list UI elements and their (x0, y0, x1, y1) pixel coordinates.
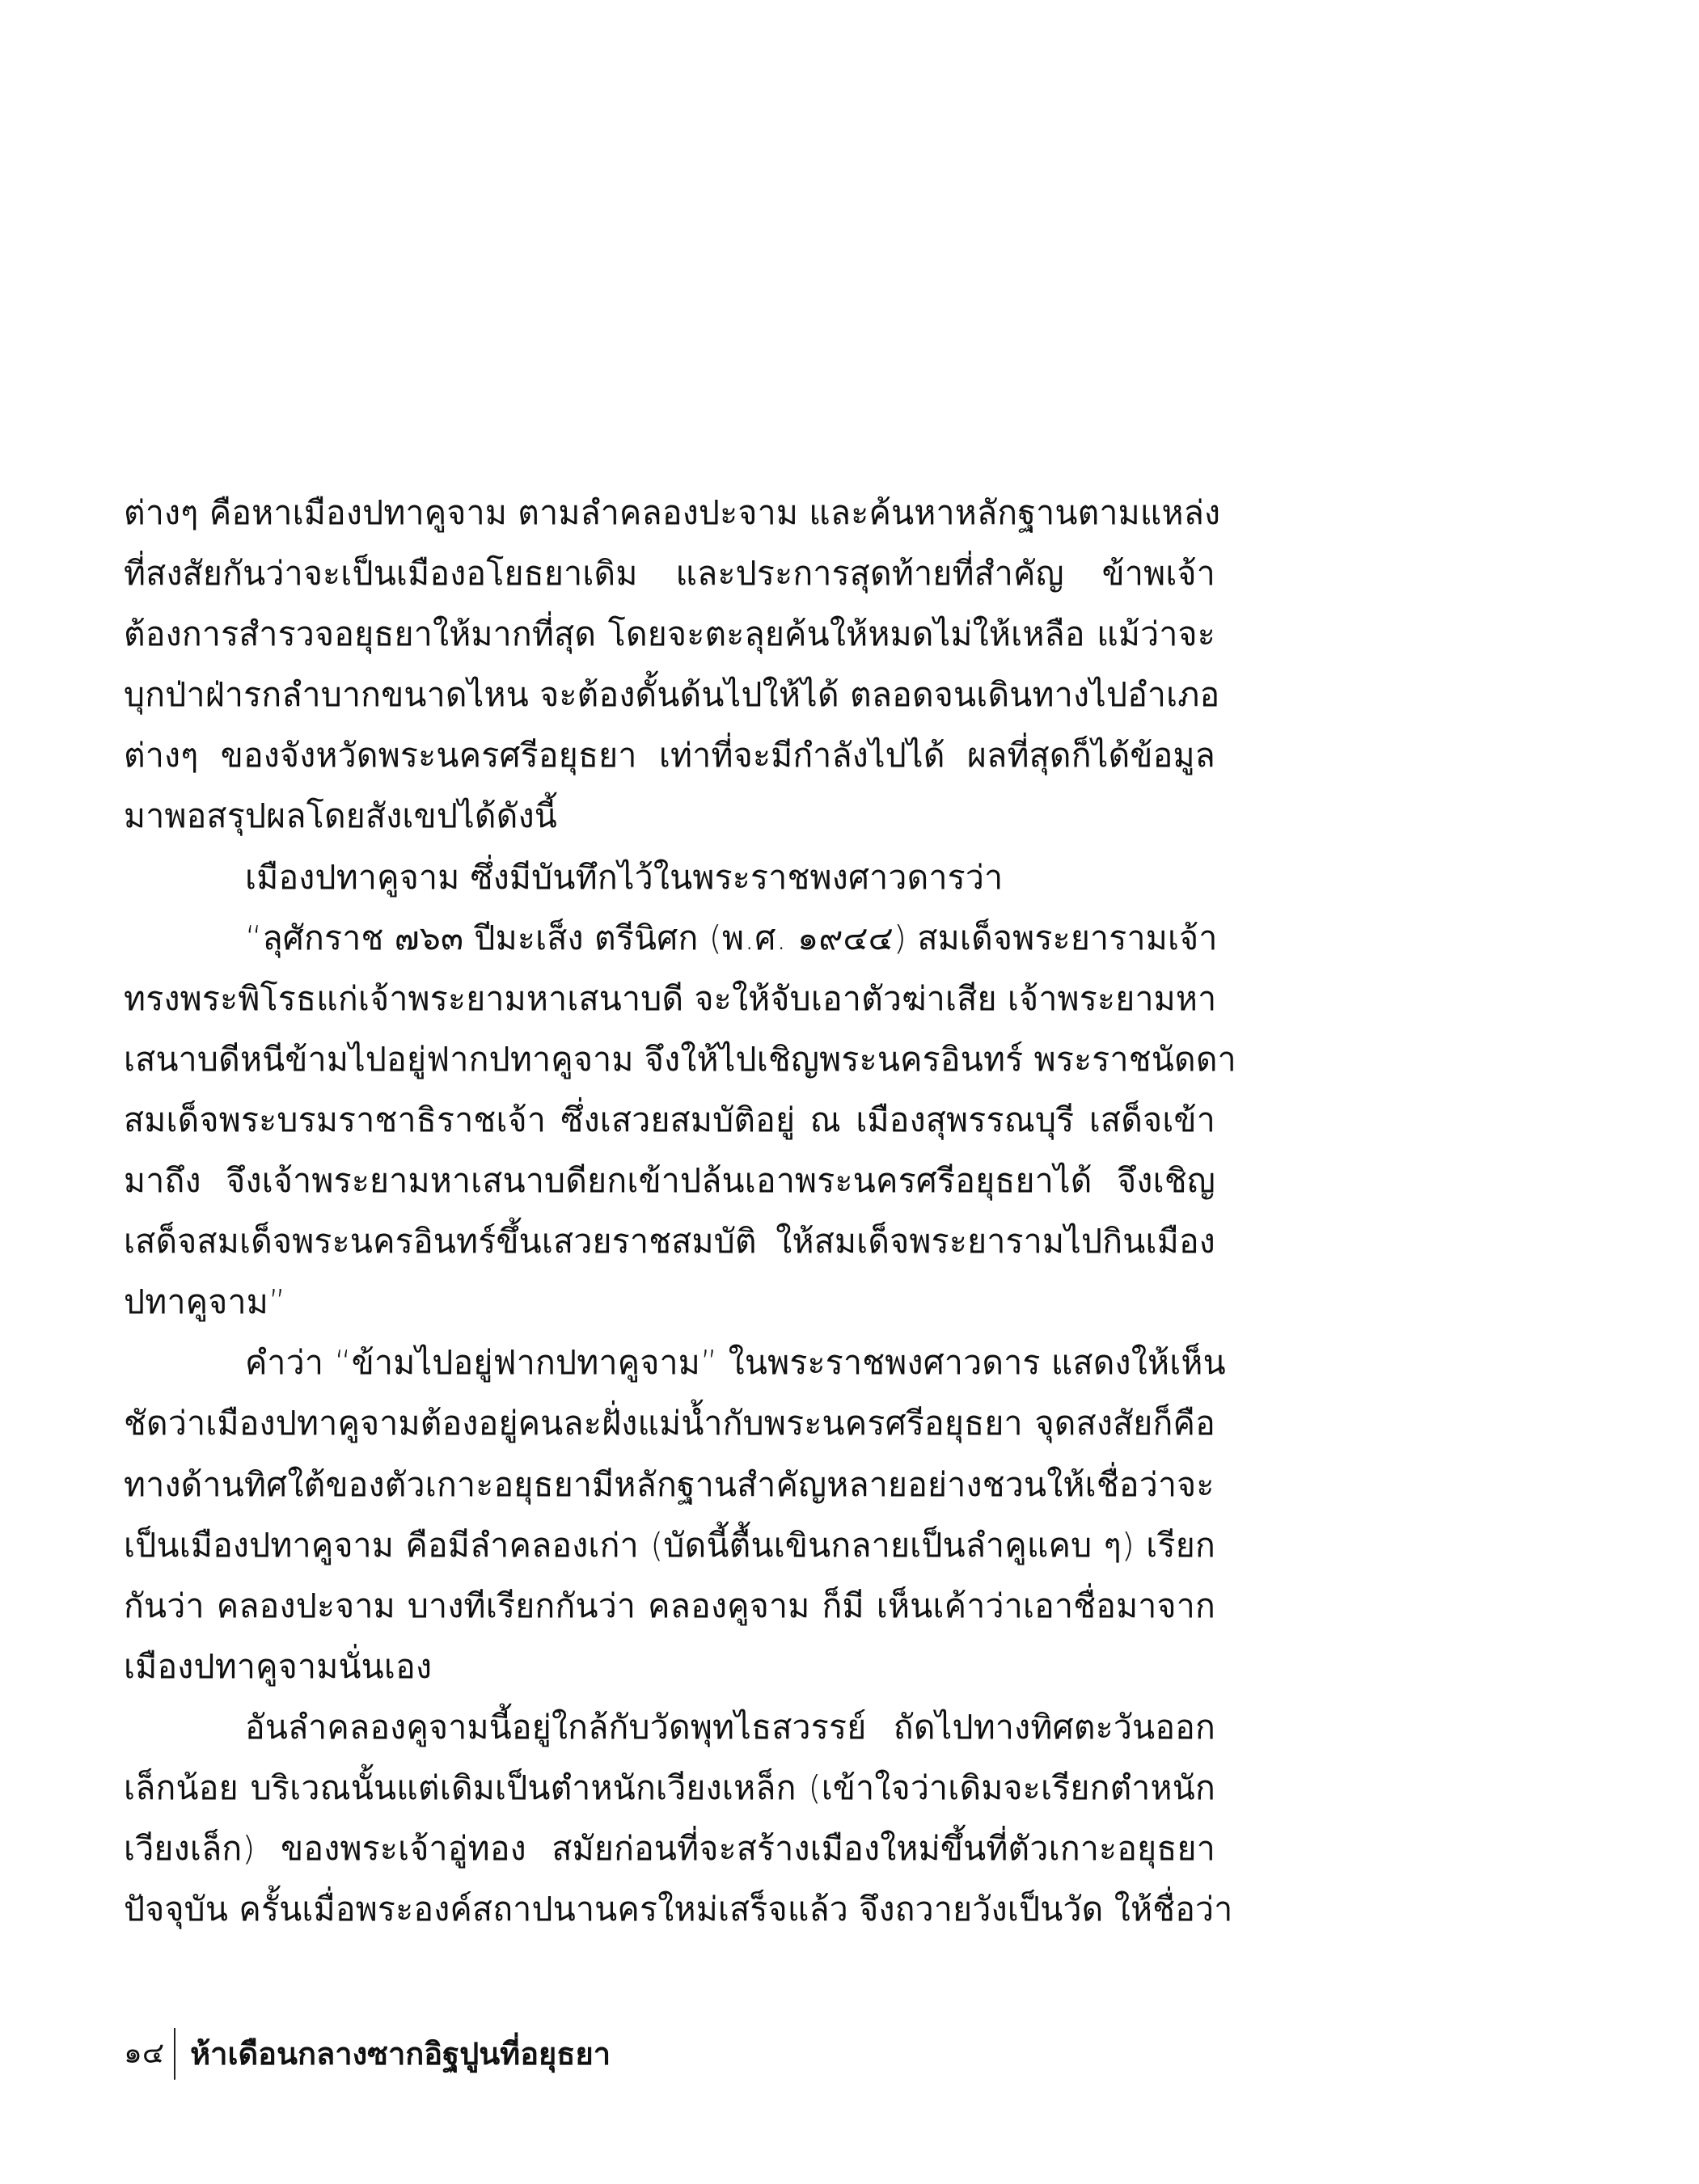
text-line: ชัดว่าเมืองปทาคูจามต้องอยู่คนละฝั่งแม่น้ำกับพระนครศรีอยุธยา จุดสงสัยก็คือ (124, 1404, 1215, 1443)
text-line: สมเด็จพระบรมราชาธิราชเจ้า ซึ่งเสวยสมบัติอยู่ ณ เมืองสุพรรณบุรี เสด็จเข้า (124, 1100, 1215, 1139)
text-line: ที่สงสัยกันว่าจะเป็นเมืองอโยธยาเดิม และประการสุดท้ายที่สำคัญ ข้าพเจ้า (124, 554, 1215, 594)
text-line: ปัจจุบัน ครั้นเมื่อพระองค์สถาปนานครใหม่เสร็จแล้ว จึงถวายวังเป็นวัด ให้ชื่อว่า (124, 1890, 1233, 1929)
text-line: ปทาคูจาม” (124, 1282, 286, 1322)
text-line: เสด็จสมเด็จพระนครอินทร์ขึ้นเสวยราชสมบัติ ให้สมเด็จพระยารามไปกินเมือง (124, 1222, 1215, 1261)
text-line: มาพอสรุปผลโดยสังเขปได้ดังนี้ (124, 796, 558, 836)
text-line: ทางด้านทิศใต้ของตัวเกาะอยุธยามีหลักฐานสำคัญหลายอย่างชวนให้เชื่อว่าจะ (124, 1464, 1215, 1504)
page-number: ๑๔ (124, 2037, 165, 2070)
text-line: เสนาบดีหนีข้ามไปอยู่ฟากปทาคูจาม จึงให้ไปเชิญพระนครอินทร์ พระราชนัดดา (124, 1039, 1236, 1079)
page-footer (124, 2030, 611, 2078)
text-line: ต้องการสำรวจอยุธยาให้มากที่สุด โดยจะตะลุยค้นให้หมดไม่ให้เหลือ แม้ว่าจะ (124, 615, 1215, 654)
text-line: ต่างๆ ของจังหวัดพระนครศรีอยุธยา เท่าที่จะมีกำลังไปได้ ผลที่สุดก็ได้ข้อมูล (124, 736, 1215, 775)
text-line: “ลุศักราช ๗๖๓ ปีมะเส็ง ตรีนิศก (พ.ศ. ๑๙๔๔) สมเด็จพระยารามเจ้า (245, 918, 1218, 957)
text-line: กันว่า คลองปะจาม บางทีเรียกกันว่า คลองคูจาม ก็มี เห็นเค้าว่าเอาชื่อมาจาก (124, 1586, 1215, 1625)
text-line: ทรงพระพิโรธแก่เจ้าพระยามหาเสนาบดี จะให้จับเอาตัวฆ่าเสีย เจ้าพระยามหา (124, 978, 1217, 1018)
text-line: เป็นเมืองปทาคูจาม คือมีลำคลองเก่า (บัดนี้ตื้นเขินกลายเป็นลำคูแคบ ๆ) เรียก (124, 1525, 1215, 1565)
body-text (124, 483, 1236, 1940)
text-line: เมืองปทาคูจามนั่นเอง (124, 1646, 433, 1686)
text-line: คำว่า “ข้ามไปอยู่ฟากปทาคูจาม” ในพระราชพงศาวดาร แสดงให้เห็น (245, 1343, 1226, 1383)
book-title: ห้าเดือนกลางซากอิฐปูนที่อยุธยา (190, 2036, 611, 2072)
text-line: เมืองปทาคูจาม ซึ่งมีบันทึกไว้ในพระราชพงศาวดารว่า (245, 857, 1004, 897)
text-line: มาถึง จึงเจ้าพระยามหาเสนาบดียกเข้าปล้นเอาพระนครศรีอยุธยาได้ จึงเชิญ (124, 1161, 1215, 1201)
text-line: ต่างๆ คือหาเมืองปทาคูจาม ตามลำคลองปะจาม และค้นหาหลักฐานตามแหล่ง (124, 493, 1221, 532)
text-line: เวียงเล็ก) ของพระเจ้าอู่ทอง สมัยก่อนที่จะสร้างเมืองใหม่ขึ้นที่ตัวเกาะอยุธยา (124, 1829, 1215, 1869)
text-line: เล็กน้อย บริเวณนั้นแต่เดิมเป็นตำหนักเวียงเหล็ก (เข้าใจว่าเดิมจะเรียกตำหนัก (124, 1768, 1215, 1807)
footer-divider (174, 2028, 175, 2080)
text-line: บุกป่าฝ่ารกลำบากขนาดไหน จะต้องดั้นด้นไปให้ได้ ตลอดจนเดินทางไปอำเภอ (124, 675, 1220, 715)
text-line: อันลำคลองคูจามนี้อยู่ใกล้กับวัดพุทไธสวรรย์ ถัดไปทางทิศตะวันออก (245, 1707, 1215, 1747)
